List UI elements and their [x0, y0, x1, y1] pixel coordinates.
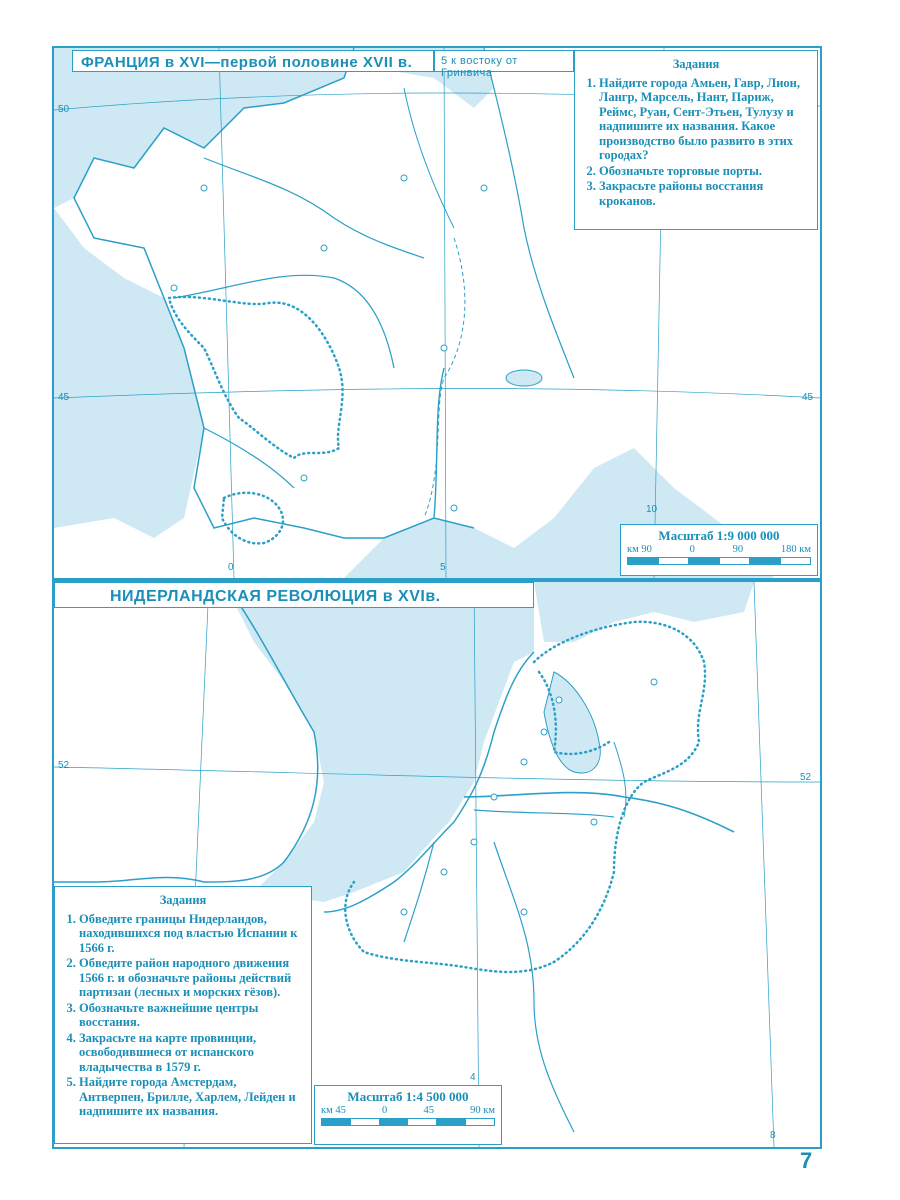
task-item: 5. Найдите города Амстердам, Антверпен, Брилле, Харлем, Лейден и надпишите их названия. — [79, 1075, 303, 1119]
france-map — [52, 46, 822, 580]
city-marker — [321, 245, 327, 251]
meuse-river — [404, 88, 454, 228]
coord-lat-52-left: 52 — [58, 760, 70, 771]
city-marker — [651, 679, 657, 685]
coord-lat-45-left: 45 — [58, 392, 70, 403]
lake-geneva — [506, 370, 542, 386]
task-item: 1. Обведите границы Нидерландов, находившихся под властью Испании к 1566 г. — [79, 912, 303, 956]
coord-lon-4: 4 — [470, 1072, 476, 1083]
seine-river — [204, 158, 424, 258]
page-number: 7 — [800, 1148, 813, 1173]
netherlands-map — [52, 580, 822, 1149]
rhone-river — [434, 368, 444, 518]
scale-label: 0 — [689, 544, 695, 555]
waal-river — [474, 810, 614, 817]
meridian-0 — [219, 48, 234, 578]
scale-label: км 90 — [627, 544, 652, 555]
scale-label: км 45 — [321, 1105, 346, 1116]
scale-bar — [627, 557, 811, 565]
netherlands-tasks-box — [54, 886, 312, 1144]
rhine-river — [484, 48, 574, 378]
meridian-8 — [754, 582, 774, 1147]
city-marker — [401, 175, 407, 181]
city-marker — [401, 909, 407, 915]
wadden-sea — [534, 582, 754, 642]
city-marker — [521, 909, 527, 915]
task-item: 2. Обозначьте торговые порты. — [599, 164, 809, 179]
coord-lat-50: 50 — [58, 104, 70, 115]
border-line — [424, 238, 465, 518]
meuse-river — [494, 842, 574, 1132]
task-item: 1. Найдите города Амьен, Гавр, Лион, Лангр, Марсель, Нант, Париж, Реймс, Руан, Сент-Этьен, Тулузу и надпишите их названия. Какое производство было развито в этих городах? — [599, 76, 809, 163]
coord-lat-45-right: 45 — [802, 392, 814, 403]
scale-title: Масштаб 1:9 000 000 — [658, 528, 780, 543]
city-marker — [201, 185, 207, 191]
france-tasks-box — [574, 50, 818, 230]
task-item: 4. Закрасьте на карте провинции, освободившиеся от испанского владычества в 1579 г. — [79, 1031, 303, 1075]
english-channel-sea — [54, 48, 354, 208]
netherlands-map-title: НИДЕРЛАНДСКАЯ РЕВОЛЮЦИЯ в XVIв. — [54, 582, 534, 608]
zuiderzee — [544, 672, 600, 773]
tasks-header: Задания — [672, 57, 720, 71]
tasks-header: Задания — [159, 893, 207, 907]
coord-lon-10: 10 — [646, 504, 658, 515]
france-scale-box — [620, 524, 818, 576]
scale-label: 45 — [423, 1105, 434, 1116]
city-marker — [556, 697, 562, 703]
ijssel-river — [614, 742, 626, 817]
tasks-list — [63, 912, 303, 1119]
task-item: 2. Обведите район народного движения 1566 г. и обозначьте районы действий партизан (лесных и морских гёзов). — [79, 956, 303, 1000]
task-item: 3. Закрасьте районы восстания кроканов. — [599, 179, 809, 208]
scale-title: Масштаб 1:4 500 000 — [347, 1089, 469, 1104]
city-marker — [451, 505, 457, 511]
coord-lon-5: 5 — [440, 562, 446, 573]
north-sea — [224, 582, 534, 902]
garonne-river — [204, 428, 294, 488]
city-marker — [301, 475, 307, 481]
task-item: 3. Обозначьте важнейшие центры восстания. — [79, 1001, 303, 1030]
france-map-title: ФРАНЦИЯ в XVI—первой половине XVII в. — [72, 50, 434, 72]
scale-label: 0 — [382, 1105, 388, 1116]
netherlands-scale-box — [314, 1085, 502, 1145]
city-marker — [491, 794, 497, 800]
meridian-note: 5 к востоку от Гринвича — [434, 50, 574, 72]
city-marker — [441, 869, 447, 875]
city-marker — [171, 285, 177, 291]
coord-lon-0: 0 — [228, 562, 234, 573]
coord-lon-8: 8 — [770, 1130, 776, 1141]
scale-label: 90 км — [470, 1105, 495, 1116]
scale-label: 180 км — [780, 544, 811, 555]
scale-label: 90 — [732, 544, 744, 555]
coord-lat-52-right: 52 — [800, 772, 812, 783]
scale-bar — [321, 1118, 495, 1126]
scale-labels — [627, 544, 811, 555]
city-marker — [441, 345, 447, 351]
tasks-list — [583, 76, 809, 209]
scale-labels — [321, 1105, 495, 1116]
meridian-5 — [444, 48, 446, 578]
city-marker — [521, 759, 527, 765]
city-marker — [541, 729, 547, 735]
city-marker — [471, 839, 477, 845]
bay-of-biscay — [54, 208, 204, 538]
city-marker — [591, 819, 597, 825]
city-marker — [481, 185, 487, 191]
